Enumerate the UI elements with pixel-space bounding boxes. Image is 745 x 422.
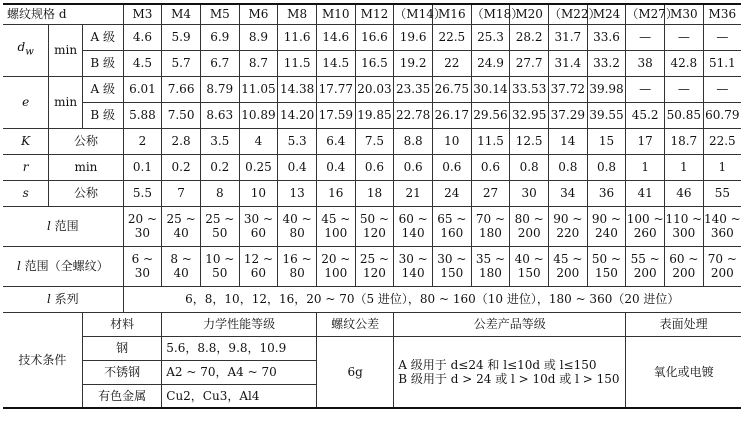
l_range_full-value [316, 246, 355, 286]
dw-qualifier: min [49, 24, 83, 76]
l_range-value-from: 45 ~ [321, 212, 351, 226]
k-value: 11.5 [471, 128, 510, 154]
dw-grade-b-label: B 级 [82, 50, 123, 76]
l_range_full-value-from: 55 ~ [630, 252, 660, 266]
l_range-value [703, 206, 741, 246]
l_range_full-value [665, 246, 704, 286]
size-header-cell: M20 [510, 4, 549, 24]
l_range_full-value-to: 200 [710, 266, 734, 280]
l_range-value-to: 30 [134, 226, 151, 240]
r-value: 0.2 [162, 154, 201, 180]
l_range-value-from: 40 ~ [282, 212, 312, 226]
e-qualifier: min [49, 76, 83, 128]
product-grade-line-b: B 级用于 d > 24 或 l > 10d 或 l > 150 [398, 371, 620, 386]
l_range-value [239, 206, 278, 246]
l_range_full-value-from: 10 ~ [205, 252, 235, 266]
s-value: 34 [548, 180, 587, 206]
s-value: 10 [239, 180, 278, 206]
l_range-value-from: 70 ~ [475, 212, 506, 226]
l_range_full-value [548, 246, 587, 286]
l_range_full-value [355, 246, 394, 286]
l_range_full-value [239, 246, 278, 286]
dw-a-value: 25.3 [471, 24, 510, 50]
size-header-cell: （M14） [394, 4, 433, 24]
s-qualifier: 公称 [49, 180, 123, 206]
e-a-value: 6.01 [123, 76, 162, 102]
l_range-value-from: 80 ~ [514, 212, 544, 226]
k-value: 14 [548, 128, 587, 154]
l_range-value-to: 240 [595, 226, 618, 240]
l_range_full-value [278, 246, 317, 286]
l_range_full-value-to: 100 [324, 266, 348, 280]
dw-subscript: w [25, 46, 34, 58]
s-value: 27 [471, 180, 510, 206]
thread-spec-label [3, 4, 123, 24]
size-header-cell: M10 [316, 4, 355, 24]
l_range_full-label [3, 246, 123, 286]
product-grade-header: 公差产品等级 [394, 312, 626, 336]
l_range_full-label-text: 范围（全螺纹） [20, 259, 109, 273]
l_range_full-value-to: 80 [289, 266, 305, 280]
l_range_full-value [510, 246, 549, 286]
l_range-value [665, 206, 704, 246]
dw-b-value: 42.8 [665, 50, 704, 76]
l_range_full-value-from: 40 ~ [514, 252, 544, 266]
l_range_full-value [123, 246, 162, 286]
l_range-value [510, 206, 549, 246]
k-value: 4 [239, 128, 278, 154]
dw-a-value: 31.7 [548, 24, 587, 50]
k-value: 22.5 [703, 128, 741, 154]
l_range-value [394, 206, 433, 246]
e-a-value: 14.38 [278, 76, 317, 102]
l_range-value [432, 206, 471, 246]
l_range-value-from: 30 ~ [243, 212, 274, 226]
l_range-value [587, 206, 626, 246]
dw-b-value: 33.2 [587, 50, 626, 76]
l_range_full-value-from: 20 ~ [321, 252, 351, 266]
l_range-label-text: 范围 [50, 219, 79, 233]
size-header-cell: M30 [665, 4, 704, 24]
e-a-value: — [703, 76, 741, 102]
e-b-value: 17.59 [316, 102, 355, 128]
r-row [3, 154, 741, 180]
dw-a-value: — [665, 24, 704, 50]
l_range-value-to: 300 [672, 226, 696, 240]
material-cell: 有色金属 [82, 384, 161, 408]
k-value: 12.5 [510, 128, 549, 154]
l_range-value [200, 206, 239, 246]
dw-a-value: 14.6 [316, 24, 355, 50]
k-value: 3.5 [200, 128, 239, 154]
e-a-value: — [626, 76, 665, 102]
e-a-value: 33.53 [510, 76, 549, 102]
e-a-value: 26.75 [432, 76, 471, 102]
l_range_full-value [626, 246, 665, 286]
l_range_full-value-from: 35 ~ [475, 252, 506, 266]
tech-header-row [3, 312, 741, 336]
s-value: 13 [278, 180, 317, 206]
l_range_full-label-symbol: l [16, 259, 21, 273]
l_range_full-value-to: 50 [212, 266, 228, 280]
e-a-value: 37.72 [548, 76, 587, 102]
l_range-value-from: 140 ~ [703, 212, 741, 226]
l_range-label-symbol: l [46, 219, 51, 233]
s-symbol: s [22, 186, 29, 200]
e-symbol-cell [3, 76, 49, 128]
l_range-value-from: 100 ~ [626, 212, 664, 226]
l-series-label-text: 系列 [50, 292, 79, 306]
l_range_full-value-from: 6 ~ [131, 252, 154, 266]
k-value: 17 [626, 128, 665, 154]
l_range_full-value-from: 12 ~ [243, 252, 274, 266]
dw-b-value: 19.2 [394, 50, 433, 76]
e-a-value: 39.98 [587, 76, 626, 102]
k-symbol: K [21, 134, 31, 148]
l-series-label-symbol: l [46, 292, 51, 306]
dw-b-value: 11.5 [278, 50, 317, 76]
l_range_full-value-to: 40 [173, 266, 189, 280]
l_range-value-from: 20 ~ [127, 212, 157, 226]
e-b-value: 39.55 [587, 102, 626, 128]
mech-grade-cell: 5.6，8.8，9.8，10.9 [162, 336, 317, 360]
e-a-value: 8.79 [200, 76, 239, 102]
l_range_full-value [587, 246, 626, 286]
k-value: 18.7 [665, 128, 704, 154]
l_range_full-value-to: 120 [363, 266, 386, 280]
dw-grade-a-label: A 级 [82, 24, 123, 50]
s-value: 30 [510, 180, 549, 206]
size-header-cell: M4 [162, 4, 201, 24]
l_range-value-to: 40 [173, 226, 189, 240]
l-series-row [3, 286, 741, 312]
k-value: 15 [587, 128, 626, 154]
l_range_full-value-from: 25 ~ [359, 252, 390, 266]
l_range_full-value [432, 246, 471, 286]
r-symbol: r [22, 160, 29, 174]
l_range_full-value-from: 30 ~ [398, 252, 428, 266]
l_range-value-to: 100 [324, 226, 348, 240]
s-value: 21 [394, 180, 433, 206]
k-row [3, 128, 741, 154]
k-symbol-cell [3, 128, 49, 154]
l_range_full-value-from: 50 ~ [591, 252, 622, 266]
l_range_full-value-to: 60 [250, 266, 267, 280]
dw-a-value: 28.2 [510, 24, 549, 50]
l_range_full-value-from: 8 ~ [170, 252, 192, 266]
dw-b-value: 38 [626, 50, 665, 76]
s-value: 8 [200, 180, 239, 206]
mech-grade-header: 力学性能等级 [162, 312, 317, 336]
e-a-value: 20.03 [355, 76, 394, 102]
e-a-value: 30.14 [471, 76, 510, 102]
e-a-value: 23.35 [394, 76, 433, 102]
l_range-value-from: 50 ~ [359, 212, 390, 226]
dw-a-value: 6.9 [200, 24, 239, 50]
r-value: 0.6 [394, 154, 433, 180]
r-value: 0.25 [239, 154, 278, 180]
l-series-value: 6，8，10，12，16，20 ~ 70（5 进位），80 ~ 160（10 进位），180 ~ 360（20 进位） [123, 286, 741, 312]
s-value: 16 [316, 180, 355, 206]
s-symbol-cell [3, 180, 49, 206]
dw-symbol: d [17, 40, 26, 55]
surface-treatment-value: 氧化或电镀 [626, 336, 741, 408]
surface-treatment-header: 表面处理 [626, 312, 741, 336]
dw-a-value: 19.6 [394, 24, 433, 50]
r-value: 0.6 [355, 154, 394, 180]
dw-b-value: 27.7 [510, 50, 549, 76]
dw-b-value: 8.7 [239, 50, 278, 76]
l_range-row [3, 206, 741, 246]
l_range-value-from: 65 ~ [437, 212, 467, 226]
l_range-value-from: 25 ~ [205, 212, 235, 226]
l_range_full-value-from: 30 ~ [437, 252, 467, 266]
l_range_full-value-to: 200 [633, 266, 657, 280]
l_range_full-value-from: 60 ~ [669, 252, 699, 266]
dw-a-value: 8.9 [239, 24, 278, 50]
e-row-a [3, 76, 741, 102]
thread-tolerance-value: 6g [316, 336, 393, 408]
l_range_full-value-from: 45 ~ [553, 252, 583, 266]
size-header-cell: M3 [123, 4, 162, 24]
thread-spec-label-text: 螺纹规格 d [7, 7, 67, 22]
e-b-value: 10.89 [239, 102, 278, 128]
r-qualifier: min [49, 154, 123, 180]
material-cell: 不锈钢 [82, 360, 161, 384]
e-b-value: 45.2 [626, 102, 665, 128]
e-b-value: 29.56 [471, 102, 510, 128]
k-value: 7.5 [355, 128, 394, 154]
l_range_full-row [3, 246, 741, 286]
size-header-cell: M5 [200, 4, 239, 24]
e-b-value: 32.95 [510, 102, 549, 128]
s-value: 7 [162, 180, 201, 206]
e-grade-b-label: B 级 [82, 102, 123, 128]
l_range-value-to: 200 [517, 226, 541, 240]
thread-tolerance-header: 螺纹公差 [316, 312, 393, 336]
l_range-value-to: 140 [401, 226, 425, 240]
l-series-label [3, 286, 123, 312]
r-value: 0.1 [123, 154, 162, 180]
size-header-cell: （M22） [548, 4, 587, 24]
dw-a-value: — [626, 24, 665, 50]
e-b-value: 8.63 [200, 102, 239, 128]
l_range-value-from: 25 ~ [166, 212, 196, 226]
dw-symbol-cell [3, 24, 49, 76]
l_range_full-value-to: 140 [401, 266, 425, 280]
e-b-value: 14.20 [278, 102, 317, 128]
r-value: 1 [626, 154, 665, 180]
k-value: 10 [432, 128, 471, 154]
r-value: 0.4 [278, 154, 317, 180]
s-value: 5.5 [123, 180, 162, 206]
r-symbol-cell [3, 154, 49, 180]
e-b-value: 5.88 [123, 102, 162, 128]
l_range-value [471, 206, 510, 246]
e-b-value: 26.17 [432, 102, 471, 128]
bolt-spec-table [3, 3, 741, 409]
tech-conditions-label: 技术条件 [3, 312, 82, 408]
s-value: 24 [432, 180, 471, 206]
size-header-cell: M8 [278, 4, 317, 24]
e-row-b [3, 102, 741, 128]
r-value: 0.8 [587, 154, 626, 180]
l_range-value [162, 206, 201, 246]
l_range-value-from: 60 ~ [398, 212, 428, 226]
r-value: 0.6 [432, 154, 471, 180]
l_range_full-value [703, 246, 741, 286]
l_range_full-value [200, 246, 239, 286]
size-header-cell: （M27） [626, 4, 665, 24]
l_range_full-value-to: 180 [479, 266, 502, 280]
l_range-value [355, 206, 394, 246]
product-grade-line-a: A 级用于 d≤24 和 l≤10d 或 l≤150 [398, 357, 597, 372]
r-value: 0.4 [316, 154, 355, 180]
s-value: 46 [665, 180, 704, 206]
r-value: 1 [665, 154, 704, 180]
l_range-value-from: 90 ~ [553, 212, 583, 226]
s-value: 55 [703, 180, 741, 206]
l_range-value-to: 360 [710, 226, 734, 240]
l_range-value-to: 260 [633, 226, 657, 240]
tech-material-row [3, 336, 741, 360]
dw-b-value: 16.5 [355, 50, 394, 76]
k-value: 2 [123, 128, 162, 154]
dw-b-value: 22 [432, 50, 471, 76]
r-value: 1 [703, 154, 741, 180]
dw-row-a [3, 24, 741, 50]
l_range-value-to: 220 [556, 226, 580, 240]
l_range-value [626, 206, 665, 246]
l_range-value-to: 160 [440, 226, 464, 240]
l_range-value-to: 50 [212, 226, 228, 240]
dw-a-value: 16.6 [355, 24, 394, 50]
dw-b-value: 51.1 [703, 50, 741, 76]
l_range-value-from: 90 ~ [591, 212, 622, 226]
k-value: 6.4 [316, 128, 355, 154]
e-a-value: 11.05 [239, 76, 278, 102]
e-b-value: 50.85 [665, 102, 704, 128]
dw-a-value: 22.5 [432, 24, 471, 50]
size-header-cell: M24 [587, 4, 626, 24]
dw-b-value: 14.5 [316, 50, 355, 76]
e-b-value: 60.79 [703, 102, 741, 128]
l_range_full-value [394, 246, 433, 286]
k-value: 8.8 [394, 128, 433, 154]
r-value: 0.8 [510, 154, 549, 180]
dw-a-value: 4.6 [123, 24, 162, 50]
l_range-label [3, 206, 123, 246]
k-value: 5.3 [278, 128, 317, 154]
l_range_full-value-from: 70 ~ [707, 252, 737, 266]
dw-b-value: 5.7 [162, 50, 201, 76]
l_range-value [278, 206, 317, 246]
e-b-value: 19.85 [355, 102, 394, 128]
dw-b-value: 31.4 [548, 50, 587, 76]
k-value: 2.8 [162, 128, 201, 154]
s-value: 41 [626, 180, 665, 206]
l_range_full-value-to: 150 [517, 266, 541, 280]
l_range-value-to: 80 [289, 226, 305, 240]
l_range-value-to: 180 [479, 226, 502, 240]
e-b-value: 7.50 [162, 102, 201, 128]
s-value: 18 [355, 180, 394, 206]
l_range_full-value [162, 246, 201, 286]
material-header: 材料 [82, 312, 161, 336]
dw-row-b [3, 50, 741, 76]
dw-b-value: 24.9 [471, 50, 510, 76]
l_range-value-to: 120 [363, 226, 386, 240]
size-header-cell: M6 [239, 4, 278, 24]
dw-a-value: 33.6 [587, 24, 626, 50]
dw-a-value: 11.6 [278, 24, 317, 50]
e-a-value: 17.77 [316, 76, 355, 102]
l_range_full-value [471, 246, 510, 286]
e-a-value: — [665, 76, 704, 102]
e-b-value: 37.29 [548, 102, 587, 128]
l_range-value [548, 206, 587, 246]
mech-grade-cell: Cu2，Cu3，Al4 [162, 384, 317, 408]
dw-b-value: 6.7 [200, 50, 239, 76]
size-header-cell: （M18） [471, 4, 510, 24]
l_range_full-value-to: 150 [440, 266, 464, 280]
l_range_full-value-to: 150 [595, 266, 618, 280]
size-header-cell: M16 [432, 4, 471, 24]
l_range_full-value-from: 16 ~ [282, 252, 312, 266]
r-value: 0.8 [548, 154, 587, 180]
l_range-value-from: 110 ~ [665, 212, 703, 226]
dw-a-value: — [703, 24, 741, 50]
e-b-value: 22.78 [394, 102, 433, 128]
size-header-cell: M36 [703, 4, 741, 24]
header-row [3, 4, 741, 24]
r-value: 0.2 [200, 154, 239, 180]
dw-a-value: 5.9 [162, 24, 201, 50]
e-symbol: e [22, 95, 30, 109]
k-qualifier: 公称 [49, 128, 123, 154]
e-grade-a-label: A 级 [82, 76, 123, 102]
material-cell: 钢 [82, 336, 161, 360]
s-value: 36 [587, 180, 626, 206]
size-header-cell: M12 [355, 4, 394, 24]
l_range_full-value-to: 30 [134, 266, 151, 280]
l_range_full-value-to: 200 [556, 266, 580, 280]
product-grade-value [394, 336, 626, 408]
l_range-value [123, 206, 162, 246]
s-row [3, 180, 741, 206]
l_range-value [316, 206, 355, 246]
dw-b-value: 4.5 [123, 50, 162, 76]
l_range-value-to: 60 [250, 226, 267, 240]
mech-grade-cell: A2 ~ 70，A4 ~ 70 [162, 360, 317, 384]
e-a-value: 7.66 [162, 76, 201, 102]
l_range_full-value-to: 200 [672, 266, 696, 280]
r-value: 0.6 [471, 154, 510, 180]
